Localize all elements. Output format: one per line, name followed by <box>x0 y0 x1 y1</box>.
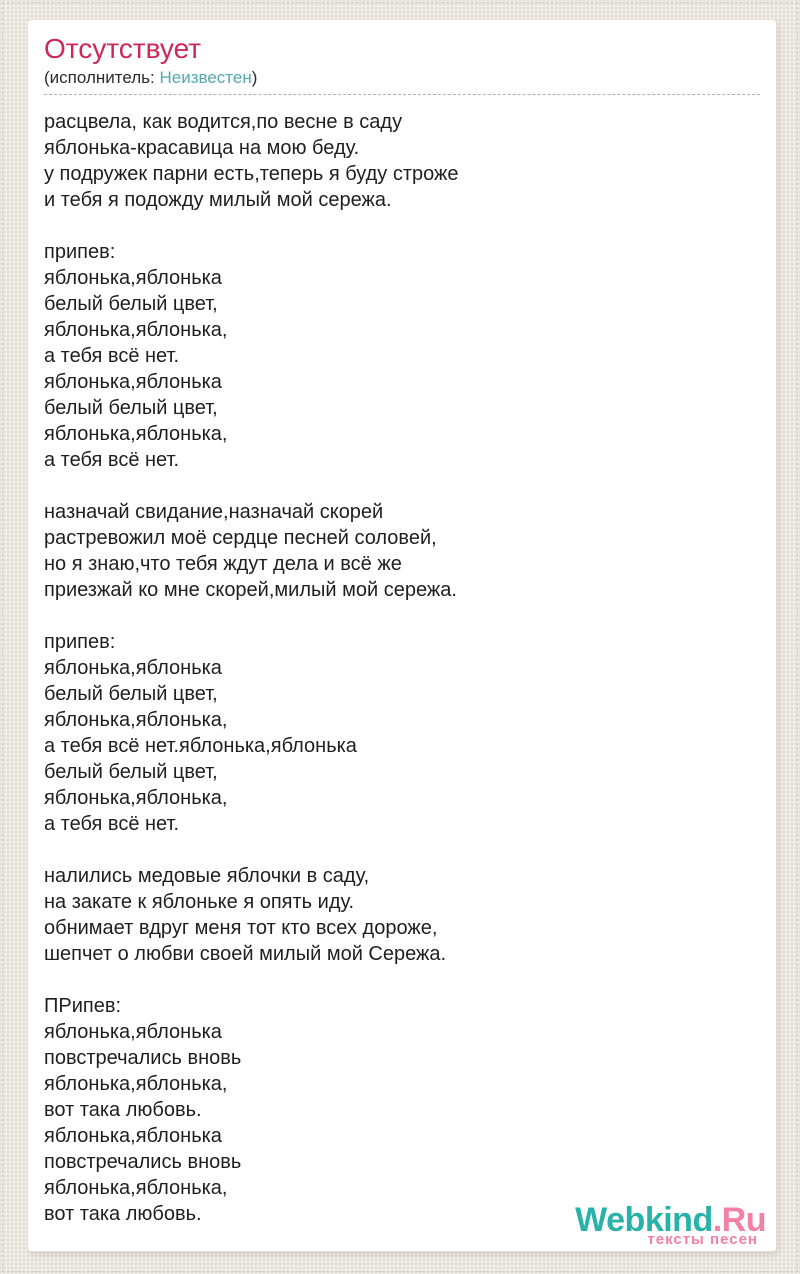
stanza <box>44 499 760 603</box>
lyrics-line: вот така любовь. <box>44 1099 202 1121</box>
lyrics-line: повстречались вновь <box>44 1047 242 1069</box>
lyrics-line: яблонька,яблонька <box>44 267 222 289</box>
lyrics-line: яблонька,яблонька <box>44 371 222 393</box>
lyrics <box>28 95 776 1227</box>
lyrics-line: на закате к яблоньке я опять иду. <box>44 891 355 913</box>
page-title: Отсутствует <box>44 33 202 64</box>
lyrics-line: а тебя всё нет.яблонька,яблонька <box>44 735 357 757</box>
stanza <box>44 993 760 1227</box>
lyrics-line: обнимает вдруг меня тот кто всех дороже, <box>44 917 438 939</box>
lyrics-line: а тебя всё нет. <box>44 813 179 835</box>
lyrics-line: и тебя я подожду милый мой сережа. <box>44 189 392 211</box>
lyrics-line: у подружек парни есть,теперь я буду строже <box>44 163 459 185</box>
lyrics-line: яблонька,яблонька, <box>44 1177 228 1199</box>
stanza <box>44 239 760 473</box>
card-header <box>28 20 776 95</box>
lyrics-line: яблонька,яблонька, <box>44 423 228 445</box>
lyrics-line: белый белый цвет, <box>44 683 218 705</box>
lyrics-line: а тебя всё нет. <box>44 345 179 367</box>
lyrics-line: растревожил моё сердце песней соловей, <box>44 527 437 549</box>
lyrics-line: яблонька,яблонька, <box>44 319 228 341</box>
lyrics-line: припев: <box>44 631 116 653</box>
lyrics-line: яблонька,яблонька <box>44 1021 222 1043</box>
lyrics-line: яблонька,яблонька <box>44 1125 222 1147</box>
artist-line <box>44 67 760 89</box>
artist-link[interactable]: Неизвестен <box>159 68 252 87</box>
lyrics-line: припев: <box>44 241 116 263</box>
lyrics-line: яблонька,яблонька, <box>44 787 228 809</box>
lyrics-line: но я знаю,что тебя ждут дела и всё же <box>44 553 402 575</box>
lyrics-line: налились медовые яблочки в саду, <box>44 865 370 887</box>
stanza <box>44 863 760 967</box>
lyrics-line: приезжай ко мне скорей,милый мой сережа. <box>44 579 457 601</box>
lyrics-line: повстречались вновь <box>44 1151 242 1173</box>
lyrics-line: шепчет о любви своей милый мой Сережа. <box>44 943 447 965</box>
lyrics-line: яблонька,яблонька, <box>44 709 228 731</box>
lyrics-line: яблонька-красавица на мою беду. <box>44 137 360 159</box>
lyrics-line: а тебя всё нет. <box>44 449 179 471</box>
logo-tagline: тексты песен <box>647 1231 758 1248</box>
artist-label-suffix: ) <box>251 68 258 87</box>
lyrics-line: яблонька,яблонька, <box>44 1073 228 1095</box>
artist-label-prefix: (исполнитель: <box>44 68 160 87</box>
lyrics-line: расцвела, как водится,по весне в саду <box>44 111 403 133</box>
lyrics-line: назначай свидание,назначай скорей <box>44 501 384 523</box>
lyrics-line: белый белый цвет, <box>44 293 218 315</box>
lyrics-card <box>28 20 776 1251</box>
site-logo[interactable] <box>575 1202 766 1249</box>
lyrics-line: вот така любовь. <box>44 1203 202 1225</box>
stanza <box>44 629 760 837</box>
stanza <box>44 109 760 213</box>
lyrics-line: белый белый цвет, <box>44 397 218 419</box>
lyrics-line: белый белый цвет, <box>44 761 218 783</box>
lyrics-line: яблонька,яблонька <box>44 657 222 679</box>
lyrics-line: ПРипев: <box>44 995 122 1017</box>
logo-webkind: Webkind <box>575 1201 713 1239</box>
logo-ru: .Ru <box>712 1201 766 1239</box>
